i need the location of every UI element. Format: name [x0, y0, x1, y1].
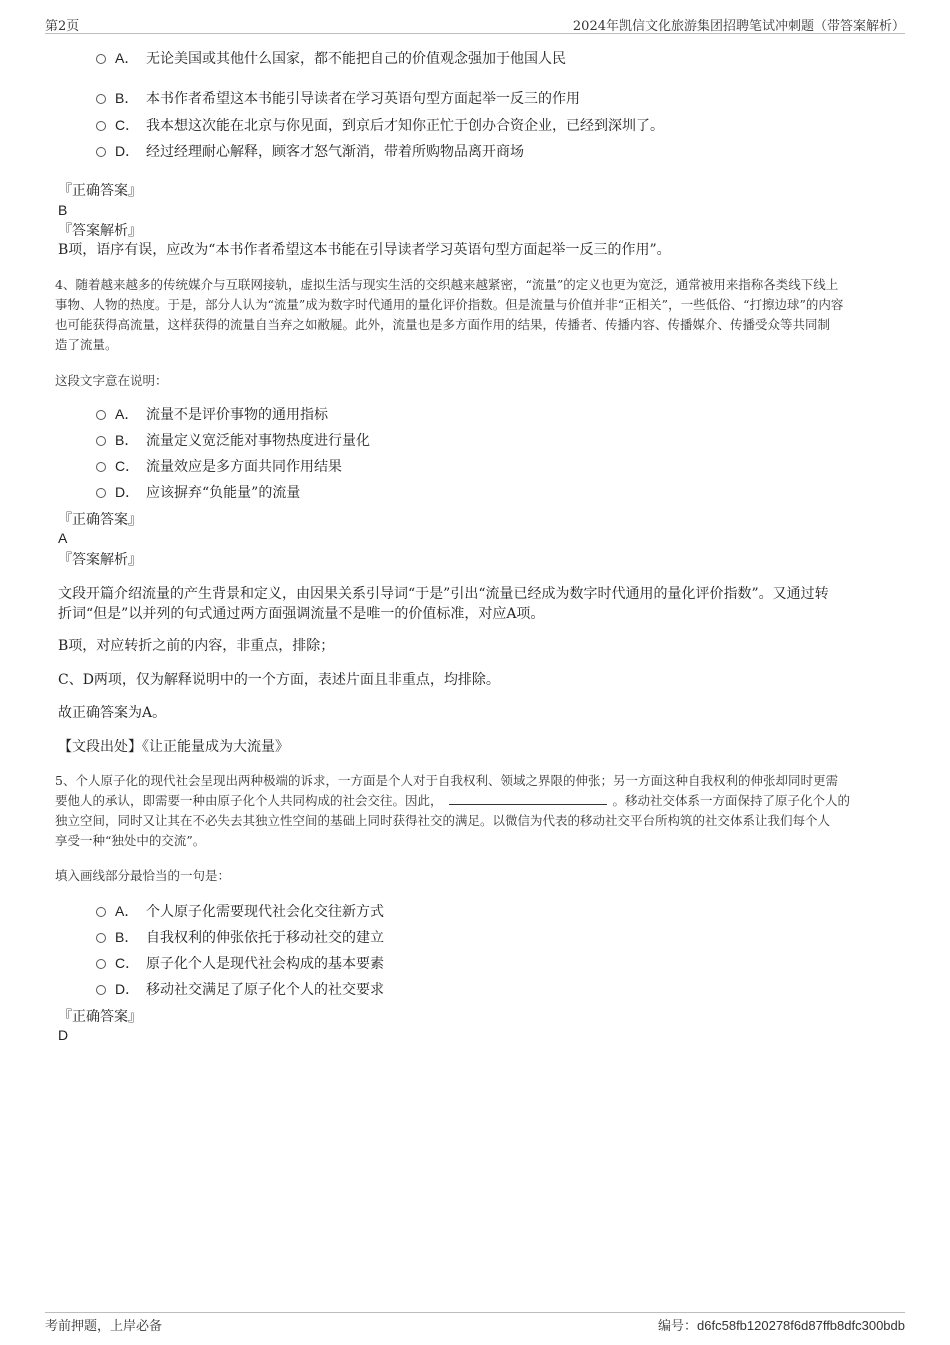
q4-option-b[interactable]: B． 流量定义宽泛能对事物热度进行量化	[96, 430, 370, 450]
q5-answer-label: 『正确答案』	[58, 1009, 142, 1025]
footer-slogan: 考前押题，上岸必备	[45, 1319, 163, 1334]
q5-option-a[interactable]: A． 个人原子化需要现代社会化交往新方式	[96, 901, 384, 921]
q5-question: 填入画线部分最恰当的一句是：	[55, 868, 231, 883]
q4-analysis-paragraph-1: 文段开篇介绍流量的产生背景和定义，由因果关系引导词“于是”引出“流量已经成为数字时代通用的量化评价指数”。又通过转 折词“但是”以并列的句式通过两方面强调流量不是唯一的价值标准，对应A项。	[58, 586, 829, 622]
q3-answer: B	[58, 202, 68, 218]
q3-option-b[interactable]: B． 本书作者希望这本书能引导读者在学习英语句型方面起举一反三的作用	[96, 88, 580, 108]
q5-option-d[interactable]: D． 移动社交满足了原子化个人的社交要求	[96, 979, 384, 999]
radio-icon[interactable]	[96, 462, 106, 472]
radio-icon[interactable]	[96, 933, 106, 943]
page-header	[45, 13, 905, 34]
radio-icon[interactable]	[96, 436, 106, 446]
q5-option-b[interactable]: B． 自我权利的伸张依托于移动社交的建立	[96, 927, 384, 947]
q4-option-c[interactable]: C． 流量效应是多方面共同作用结果	[96, 456, 342, 476]
q4-analysis-paragraph-4: 故正确答案为A。	[58, 705, 167, 721]
radio-icon[interactable]	[96, 54, 106, 64]
q3-answer-label: 『正确答案』	[58, 183, 142, 199]
q3-analysis: B项，语序有误，应改为“本书作者希望这本书能在引导读者学习英语句型方面起举一反三的作用”。	[58, 242, 671, 258]
q4-answer-label: 『正确答案』	[58, 512, 142, 528]
radio-icon[interactable]	[96, 410, 106, 420]
radio-icon[interactable]	[96, 94, 106, 104]
radio-icon[interactable]	[96, 907, 106, 917]
radio-icon[interactable]	[96, 959, 106, 969]
page-footer	[45, 1312, 905, 1335]
radio-icon[interactable]	[96, 488, 106, 498]
q4-analysis-paragraph-3: C、D两项，仅为解释说明中的一个方面，表述片面且非重点，均排除。	[58, 672, 500, 688]
page-number: 第2页	[45, 19, 80, 34]
q4-analysis-paragraph-2: B项，对应转折之前的内容，非重点，排除；	[58, 638, 335, 654]
q3-analysis-label: 『答案解析』	[58, 223, 142, 239]
q4-analysis-label: 『答案解析』	[58, 552, 142, 568]
radio-icon[interactable]	[96, 985, 106, 995]
q4-stem: 4、随着越来越多的传统媒介与互联网接轨，虚拟生活与现实生活的交织越来越紧密，“流量”的定义也更为宽泛，通常被用来指称各类线下线上 事物、人物的热度。于是，部分人认为“流量”成为数字时代通用的量化评价指数。但是流量与价值并非“正相关”，一些低俗、“打擦边球”的内容 也可能获得高流量，这样获得的流量自当弃之如敝屣。此外，流量也是多方面作用的结果，传播者、传播内容、传播媒介、传播受众等共同制 造了流量。	[55, 277, 844, 352]
q4-source: 【文段出处】《让正能量成为大流量》	[58, 739, 289, 755]
document-title: 2024年凯信文化旅游集团招聘笔试冲刺题（带答案解析）	[572, 19, 905, 34]
q5-stem: 5、个人原子化的现代社会呈现出两种极端的诉求，一方面是个人对于自我权利、领域之界限的伸张；另一方面这种自我权利的伸张却同时更需 要他人的承认，即需要一种由原子化个人共同构成的社会交往。因此， 。移动社交体系一方面保持了原子化个人的 独立空间，同时又让其在不必失去其独立性空间的基础上同时获得社交的满足。以微信为代表的移动社交平台所构筑的社交体系让我们每个人 享受一种“独处中的交流”。	[55, 773, 851, 848]
q4-question: 这段文字意在说明：	[55, 373, 168, 388]
document-code: 编号：d6fc58fb120278f6d87ffb8dfc300bdb	[658, 1318, 905, 1334]
q3-option-c[interactable]: C． 我本想这次能在北京与你见面，到京后才知你正忙于创办合资企业，已经到深圳了。	[96, 115, 664, 135]
q4-answer: A	[58, 530, 68, 546]
q5-option-c[interactable]: C． 原子化个人是现代社会构成的基本要素	[96, 953, 384, 973]
radio-icon[interactable]	[96, 147, 106, 157]
q3-option-a[interactable]: A． 无论美国或其他什么国家，都不能把自己的价值观念强加于他国人民	[96, 48, 566, 68]
fill-blank	[449, 792, 607, 805]
q5-answer: D	[58, 1027, 69, 1043]
q3-option-d[interactable]: D． 经过经理耐心解释，顾客才怒气渐消，带着所购物品离开商场	[96, 141, 524, 161]
q4-option-a[interactable]: A． 流量不是评价事物的通用指标	[96, 404, 328, 424]
radio-icon[interactable]	[96, 121, 106, 131]
q4-option-d[interactable]: D． 应该摒弃“负能量”的流量	[96, 482, 300, 502]
